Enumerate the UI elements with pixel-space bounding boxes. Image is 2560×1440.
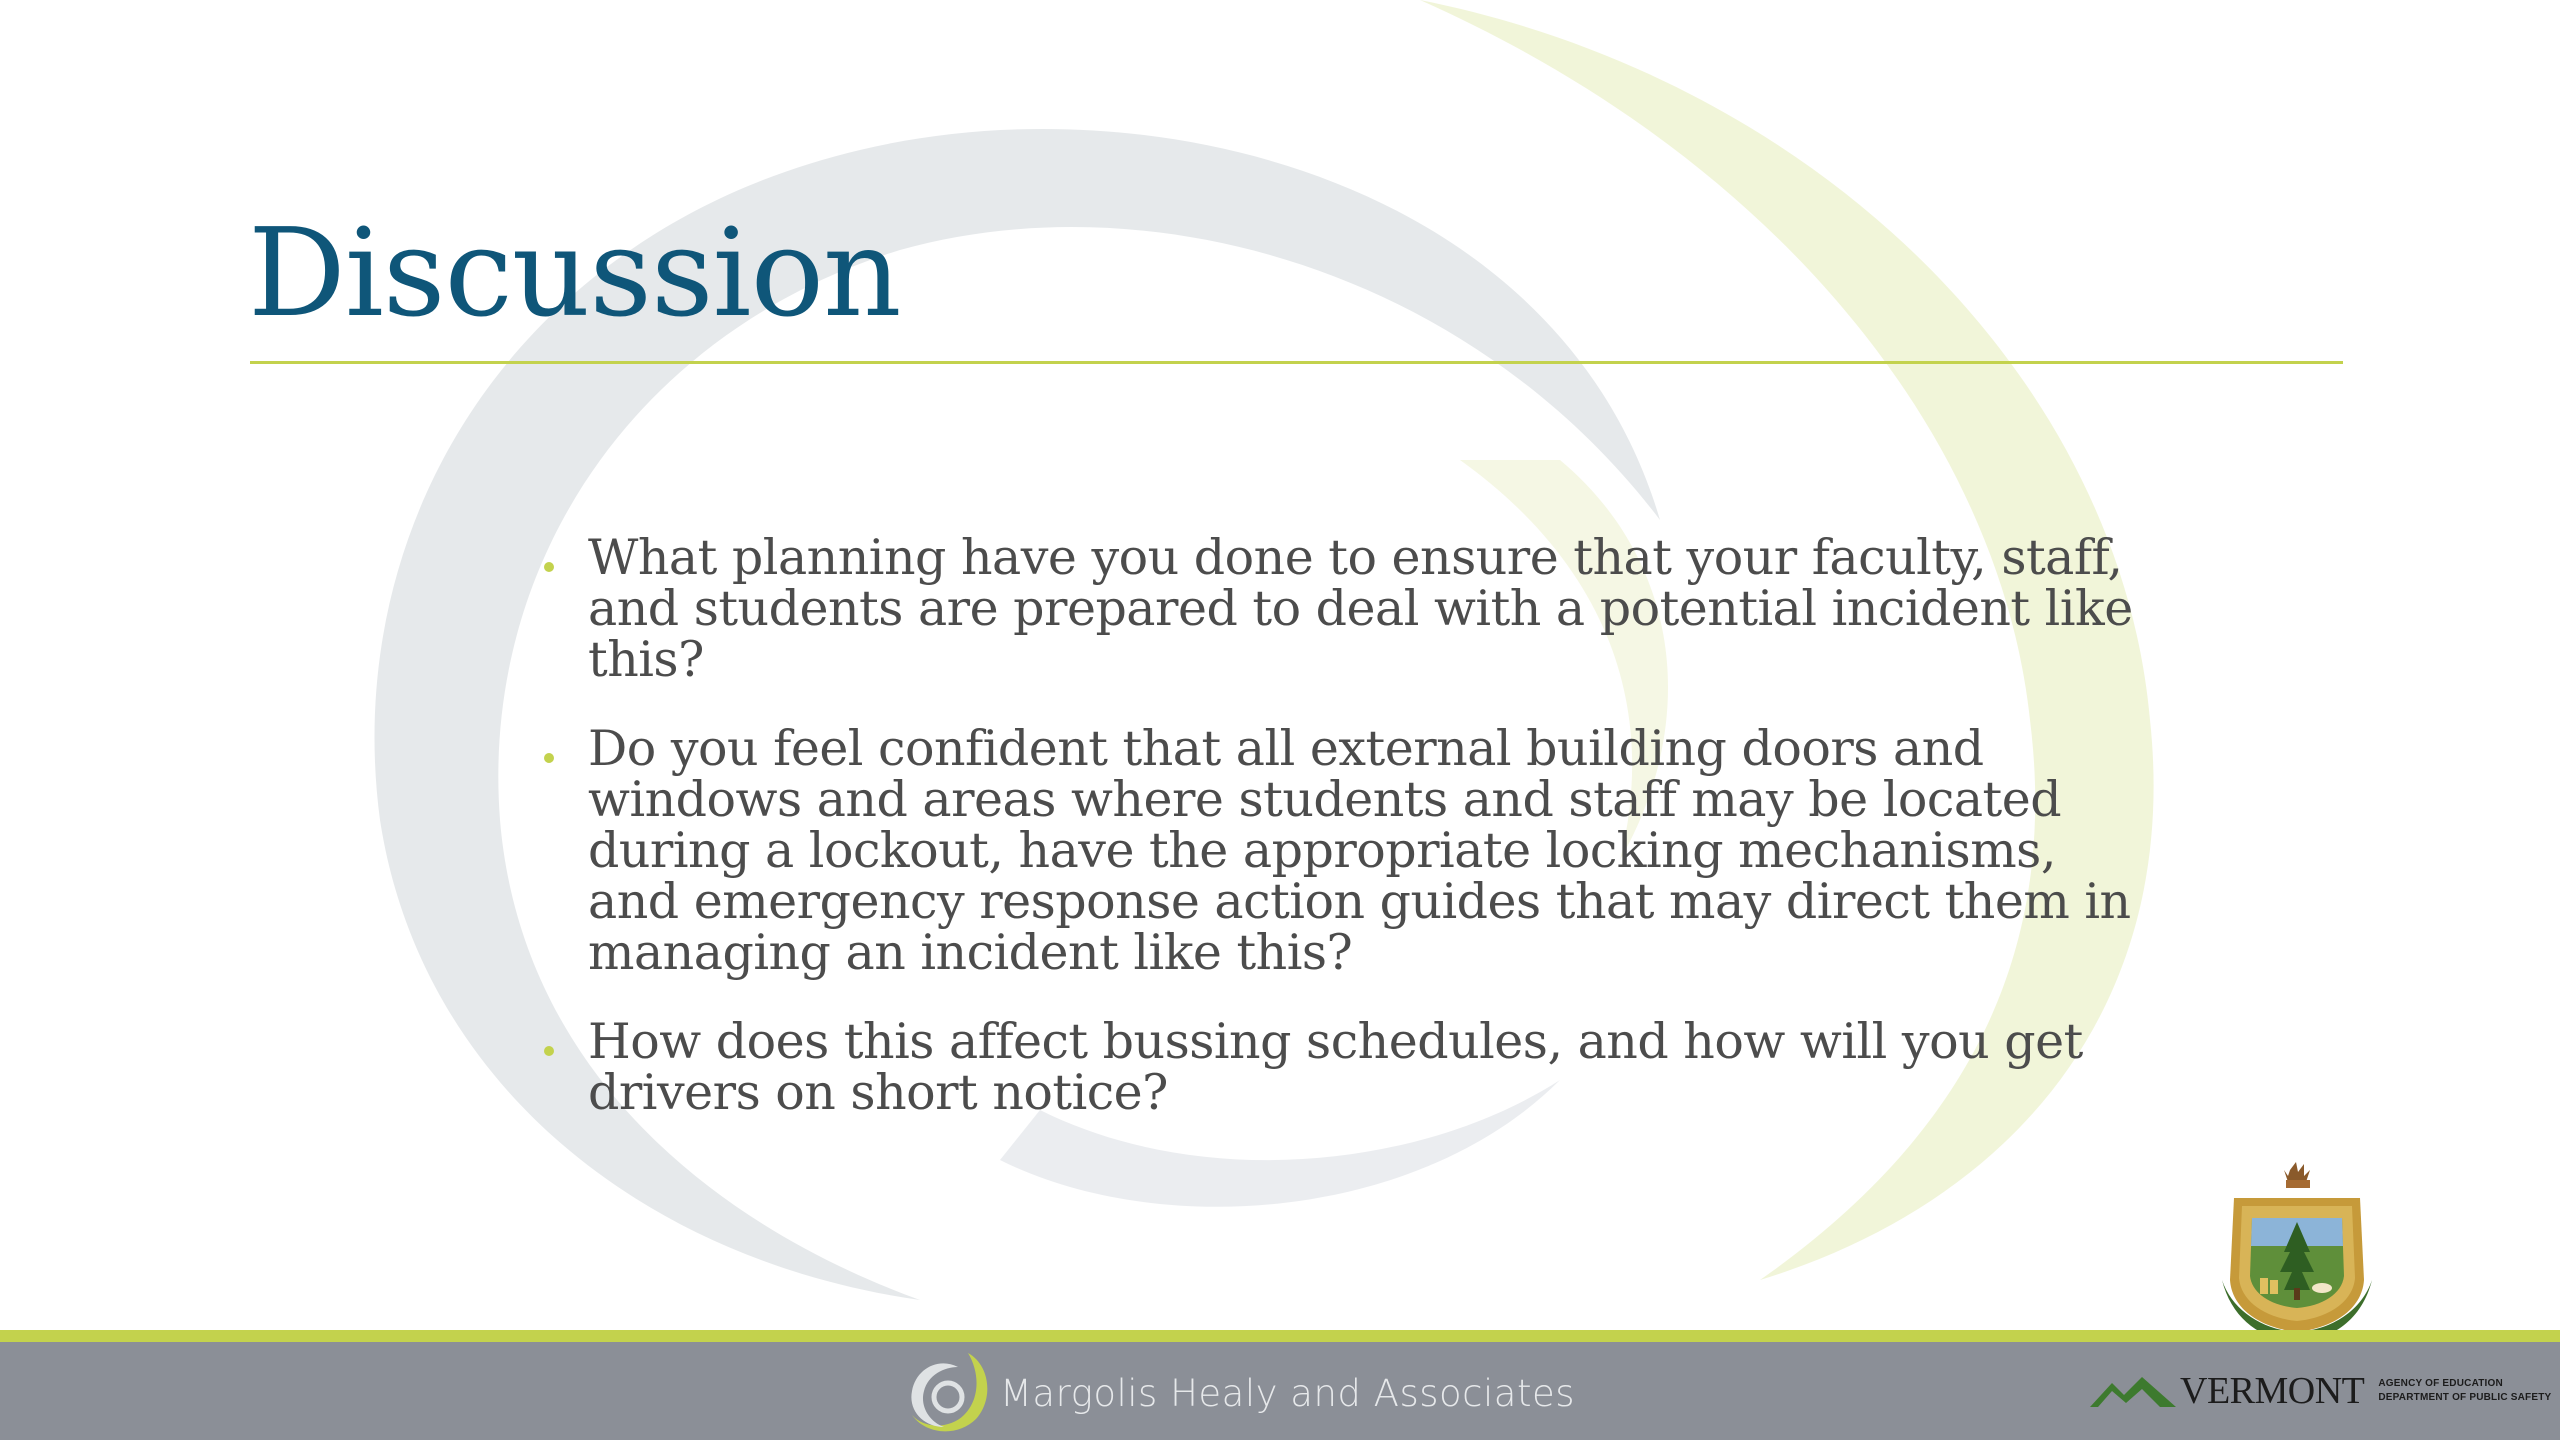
bullet-dot-icon xyxy=(544,1046,554,1056)
company-name: Margolis Healy and Associates xyxy=(1000,1372,1576,1415)
bullet-text: How does this affect bussing schedules, and how will you get drivers on short notice? xyxy=(588,1013,2083,1121)
swirl-logo-icon xyxy=(898,1343,994,1439)
bullet-dot-icon xyxy=(544,562,554,572)
vermont-seal-icon xyxy=(2212,1160,2382,1350)
bullet-text: What planning have you done to ensure that your faculty, staff, and students are prepared to deal with a potential incident like this? xyxy=(588,529,2133,688)
vermont-logo xyxy=(2090,1366,2551,1416)
bullet-text: Do you feel confident that all external building doors and windows and areas where students and staff may be located during a lockout, have the appropriate locking mechanisms, and emergency response action guides that may direct them in managing an incident like this? xyxy=(588,720,2131,981)
title-underline xyxy=(250,361,2343,364)
footer-accent-stripe xyxy=(0,1330,2560,1342)
mountain-icon xyxy=(2090,1373,2176,1409)
bullet-list xyxy=(588,529,2148,1156)
bullet-dot-icon xyxy=(544,753,554,763)
agency-names xyxy=(2378,1377,2551,1405)
bullet-item xyxy=(588,1013,2148,1121)
bullet-item xyxy=(588,720,2148,981)
state-name: VERMONT xyxy=(2180,1370,2365,1412)
agency-education: AGENCY OF EDUCATION xyxy=(2378,1378,2503,1389)
slide-title: Discussion xyxy=(248,202,901,344)
bullet-item xyxy=(588,529,2148,688)
agency-public-safety: DEPARTMENT OF PUBLIC SAFETY xyxy=(2378,1392,2552,1403)
